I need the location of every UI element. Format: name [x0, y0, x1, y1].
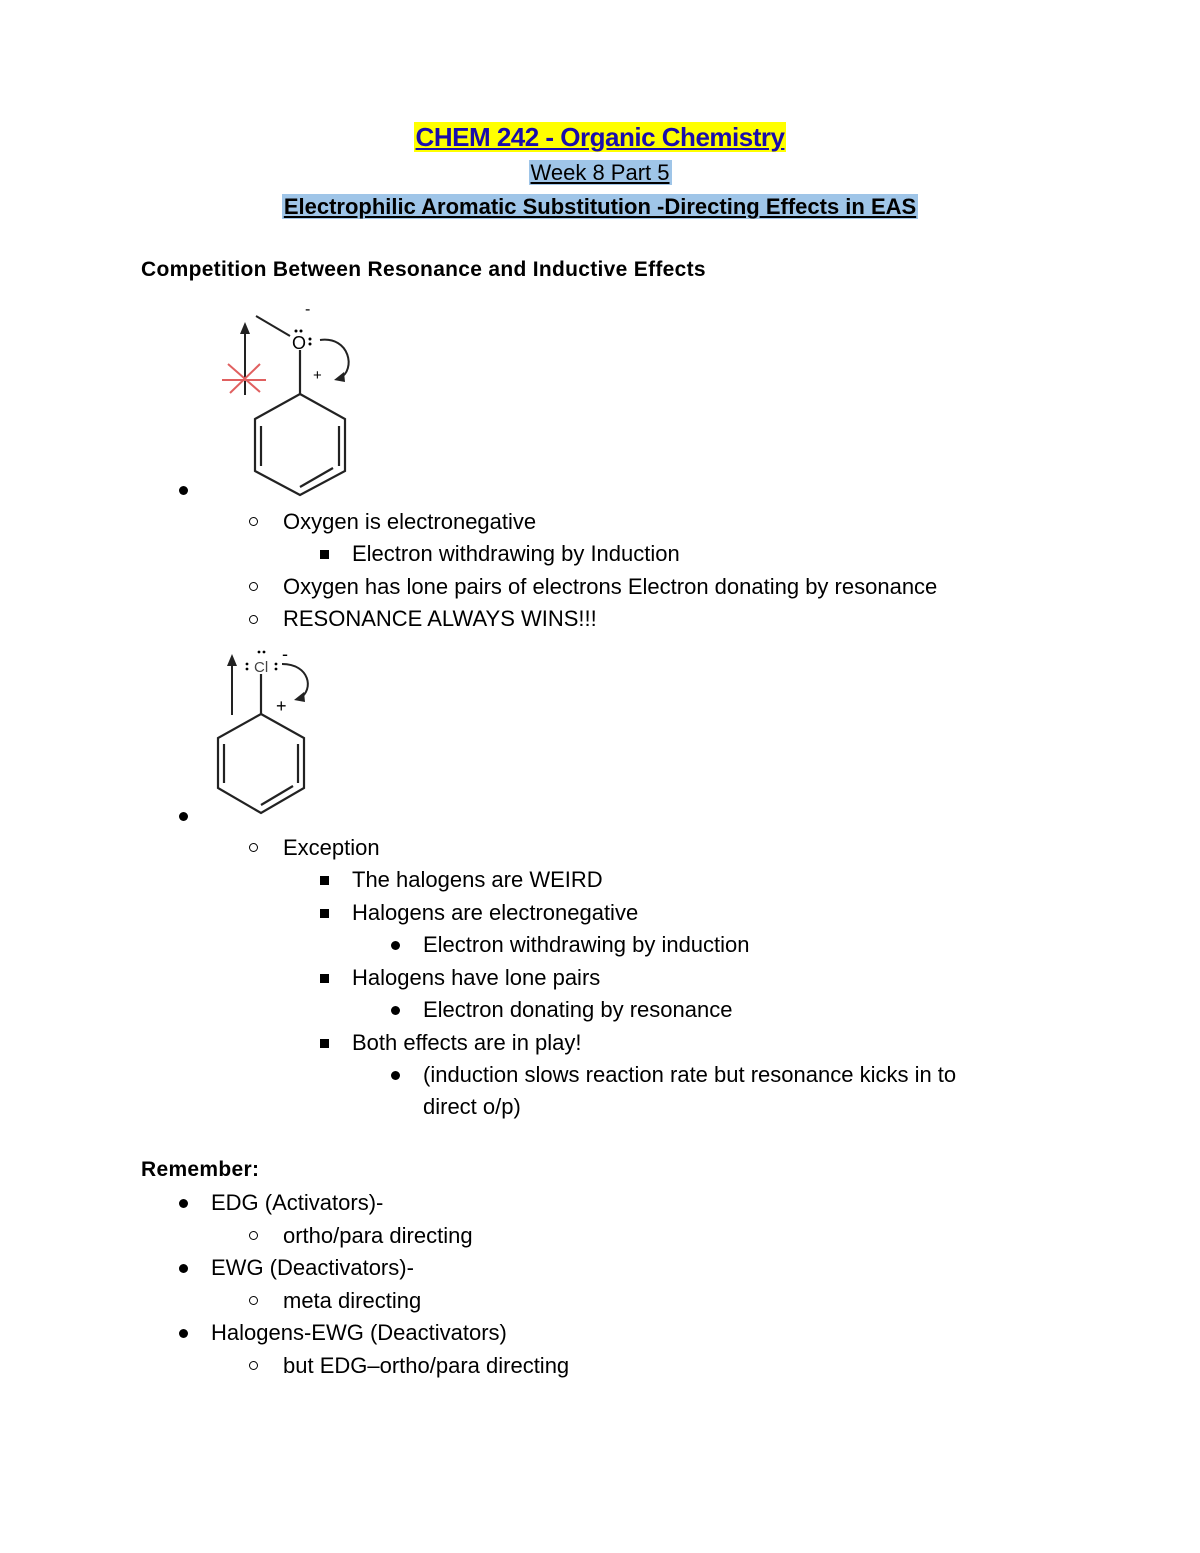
week-label: Week 8 Part 5: [530, 160, 670, 185]
list-bullet: [320, 1039, 329, 1048]
list-item: Halogens-EWG (Deactivators): [211, 1320, 507, 1345]
list-bullet: [320, 550, 329, 559]
remember-heading: Remember:: [141, 1158, 260, 1181]
list-item: Exception: [283, 835, 380, 860]
list-item: Oxygen has lone pairs of electrons Electron donating by resonance: [283, 574, 938, 599]
methyl-bond: [256, 316, 290, 336]
methoxybenzene-structure: [200, 300, 370, 500]
list-item: ortho/para directing: [283, 1223, 473, 1248]
course-title: CHEM 242 - Organic Chemistry: [415, 122, 785, 152]
list-bullet: [249, 1296, 258, 1305]
list-bullet: [320, 909, 329, 918]
negative-charge: -: [282, 644, 288, 664]
list-bullet: [320, 876, 329, 885]
list-bullet: [249, 1361, 258, 1370]
negative-charge: -: [305, 301, 311, 318]
chlorobenzene-structure: [210, 640, 330, 820]
list-item: Oxygen is electronegative: [283, 509, 537, 534]
positive-charge: +: [276, 696, 287, 716]
list-bullet: [249, 843, 258, 852]
list-item: Halogens have lone pairs: [352, 965, 601, 990]
list-bullet: [391, 1071, 400, 1080]
list-bullet: [391, 1006, 400, 1015]
list-item: Electron withdrawing by Induction: [352, 541, 680, 566]
list-bullet: [249, 582, 258, 591]
list-bullet: [320, 974, 329, 983]
list-item: RESONANCE ALWAYS WINS!!!: [283, 606, 597, 631]
list-item: but EDG–ortho/para directing: [283, 1353, 570, 1378]
list-bullet: [249, 517, 258, 526]
list-bullet: [179, 1329, 188, 1338]
list-item: Halogens are electronegative: [352, 900, 639, 925]
list-item: meta directing: [283, 1288, 422, 1313]
list-item: (induction slows reaction rate but resonance kicks in to: [423, 1062, 957, 1087]
list-bullet: [179, 486, 188, 495]
list-item-continuation: direct o/p): [423, 1094, 521, 1119]
list-item: Electron withdrawing by induction: [423, 932, 750, 957]
list-item: The halogens are WEIRD: [352, 867, 603, 892]
oxygen-atom: O: [292, 333, 307, 353]
benzene-ring: [255, 394, 345, 495]
list-item: EWG (Deactivators)-: [211, 1255, 414, 1280]
section-heading: Competition Between Resonance and Inductive Effects: [141, 258, 706, 281]
list-bullet: [179, 1199, 188, 1208]
benzene-ring: [218, 714, 304, 813]
list-bullet: [249, 615, 258, 624]
list-bullet: [249, 1231, 258, 1240]
positive-charge: +: [313, 367, 322, 384]
list-bullet: [179, 1264, 188, 1273]
list-bullet: [179, 812, 188, 821]
list-item: Both effects are in play!: [352, 1030, 582, 1055]
svg-text:Cl: Cl: [254, 659, 269, 676]
list-item: Electron donating by resonance: [423, 997, 733, 1022]
curved-arrow-icon: [320, 340, 349, 378]
list-item: EDG (Activators)-: [211, 1190, 384, 1215]
topic-title: Electrophilic Aromatic Substitution -Directing Effects in EAS: [283, 194, 917, 219]
list-bullet: [391, 941, 400, 950]
